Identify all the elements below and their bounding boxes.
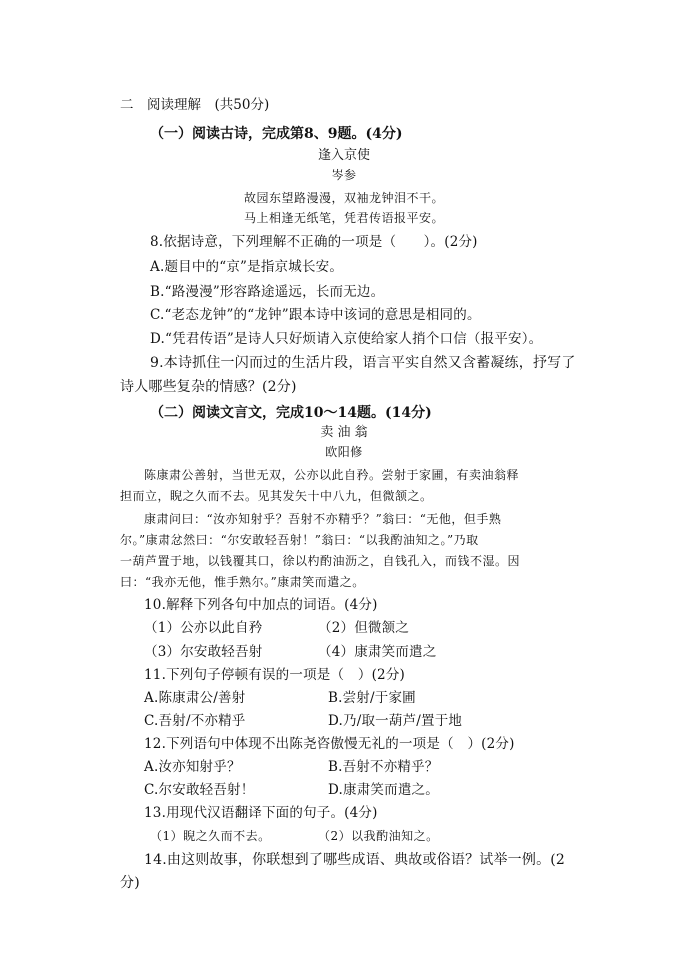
prose-title: 卖 油 翁 — [320, 425, 368, 440]
poem-line-2: 马上相逢无纸笔，凭君传语报平安。 — [243, 211, 444, 225]
passage-line-5: 一葫芦置于地，以钱覆其口，徐以杓酌油沥之，自钱孔入，而钱不湿。因 — [120, 554, 521, 568]
q12-option-a: A.汝亦知射乎？ — [144, 759, 241, 775]
q13-item-2: （2）以我酌油知之。 — [318, 829, 439, 843]
q8-option-c: C.“老态龙钟”的“龙钟”跟本诗中该词的意思是相同的。 — [150, 307, 481, 323]
q8-option-d: D.“凭君传语”是诗人只好烦请入京使给家人捎个口信（报平安）。 — [150, 331, 543, 347]
poem-title: 逢入京使 — [317, 148, 370, 163]
q11-option-d: D.乃/取一葫芦/置于地 — [328, 713, 463, 729]
q11-stem: 11.下列句子停顿有误的一项是（ ）(2分) — [144, 667, 405, 683]
q10-item-1: （1）公亦以此自矜 — [144, 620, 263, 636]
q11-option-a: A.陈康肃公/善射 — [144, 690, 246, 706]
q12-option-c: C.尔安敢轻吾射！ — [144, 782, 255, 798]
q8-stem: 8.依据诗意，下列理解不正确的一项是（ ）。(2分) — [150, 234, 478, 250]
q12-option-d: D.康肃笑而遣之。 — [328, 782, 439, 798]
q10-item-3: （3）尔安敢轻吾射 — [144, 644, 263, 660]
part1-heading: （一）阅读古诗，完成第8、9题。(4分) — [150, 126, 403, 142]
poem-author: 岑参 — [331, 168, 357, 182]
passage-line-6: 曰：“我亦无他，惟手熟尔。”康肃笑而遣之。 — [120, 575, 365, 589]
q12-stem: 12.下列语句中体现不出陈尧咨傲慢无礼的一项是（ ）(2分) — [144, 736, 515, 752]
q13-stem: 13.用现代汉语翻译下面的句子。(4分) — [144, 805, 378, 821]
q13-item-1: （1）睨之久而不去。 — [150, 829, 271, 843]
section-heading: 二 阅读理解 (共50分) — [120, 97, 270, 113]
q14-line-1: 14.由这则故事，你联想到了哪些成语、典故或俗语？试举一例。(2 — [144, 852, 566, 868]
q9-line-2: 诗人哪些复杂的情感？(2分) — [120, 379, 297, 395]
q8-option-b: B.“路漫漫”形容路途遥远，长而无边。 — [150, 284, 385, 300]
q9-line-1: 9.本诗抓住一闪而过的生活片段，语言平实自然又含蓄凝练，抒写了 — [150, 355, 576, 371]
poem-line-1: 故园东望路漫漫，双袖龙钟泪不干。 — [243, 191, 444, 205]
passage-line-3: 康肃问曰：“汝亦知射乎？吾射不亦精乎？”翁曰：“无他，但手熟 — [144, 512, 502, 526]
q8-option-a: A.题目中的“京”是指京城长安。 — [150, 259, 344, 275]
q11-option-b: B.尝射/于家圃 — [328, 690, 416, 706]
passage-line-4: 尔。”康肃忿然曰：“尔安敢轻吾射！”翁曰：“以我酌油知之。”乃取 — [120, 533, 479, 547]
q11-option-c: C.吾射/不亦精乎 — [144, 713, 246, 729]
passage-line-2: 担而立，睨之久而不去。见其发矢十中八九，但微颔之。 — [120, 489, 433, 503]
q14-line-2: 分) — [120, 875, 140, 891]
q10-stem: 10.解释下列各句中加点的词语。(4分) — [144, 597, 378, 613]
q12-option-b: B.吾射不亦精乎？ — [328, 759, 439, 775]
prose-author: 欧阳修 — [325, 445, 363, 459]
part2-heading: （二）阅读文言文，完成10～14题。(14分) — [150, 405, 432, 421]
q10-item-4: （4）康肃笑而遣之 — [318, 644, 437, 660]
passage-line-1: 陈康肃公善射，当世无双，公亦以此自矜。尝射于家圃，有卖油翁释 — [144, 468, 520, 482]
q10-item-2: （2）但微颔之 — [318, 620, 409, 636]
